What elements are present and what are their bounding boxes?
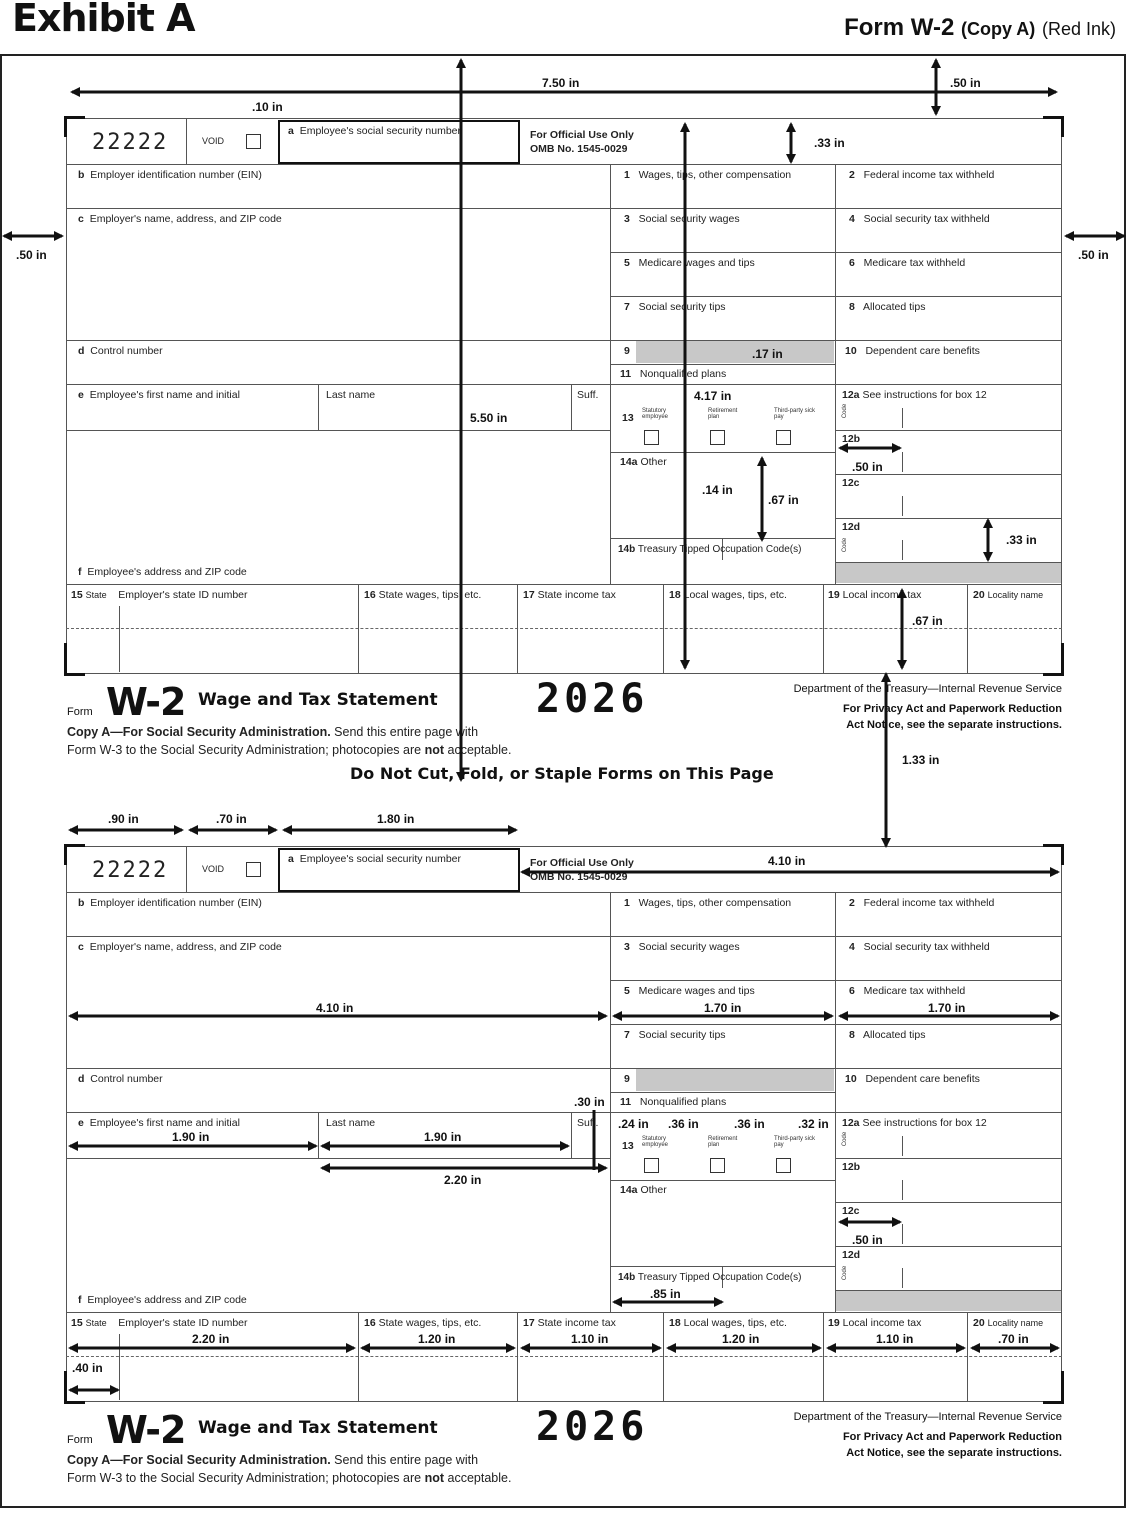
dim-17: .17 in: [752, 347, 783, 361]
line2a-2: Form W-3 to the Social Security Administration; photocopies are: [67, 1471, 425, 1485]
footer-dept: Department of the Treasury—Internal Revenue Service: [793, 683, 1062, 695]
box-9-num: 9: [624, 1073, 630, 1085]
box-e-letter: e: [78, 389, 84, 401]
footer-privacy-2b: Act Notice, see the separate instructions.: [846, 1447, 1062, 1459]
box-11-num: 11: [620, 1096, 632, 1108]
footer-privacy-1: For Privacy Act and Paperwork Reduction: [842, 703, 1062, 715]
footer-form-word: Form: [67, 706, 93, 718]
box-12b: 12b: [842, 433, 861, 445]
box-12b: 12b: [842, 1161, 861, 1173]
box-14b-label: Treasury Tipped Occupation Code(s): [637, 544, 802, 555]
box-d-label: Control number: [90, 345, 163, 357]
box-8-num: 8: [849, 301, 855, 313]
dim-410b: 4.10 in: [768, 854, 806, 868]
box-e-label: Employee's first name and initial: [89, 1117, 240, 1129]
dim-14: .14 in: [702, 483, 733, 497]
retirement-label: Retirement plan: [708, 408, 738, 420]
footer-form-word-2: Form: [67, 1434, 93, 1446]
box-20-label: Locality name: [987, 590, 1044, 600]
dim-30: .30 in: [574, 1095, 605, 1109]
box-10-num: 10: [845, 1073, 857, 1085]
footer-title: Wage and Tax Statement: [198, 690, 438, 710]
footer-w2-2: W-2: [106, 1408, 186, 1452]
footer-dept-2: Department of the Treasury—Internal Revenue Service: [793, 1411, 1062, 1423]
box-19-num: 19: [828, 589, 840, 601]
copy-a-bold-2: Copy A—For Social Security Administration.: [67, 1453, 331, 1467]
box-20-label: Locality name: [987, 1318, 1044, 1328]
box-10-label: Dependent care benefits: [865, 1073, 980, 1085]
box-5-label: Medicare wages and tips: [638, 985, 755, 997]
box-6-label: Medicare tax withheld: [863, 985, 966, 997]
box-e-letter: e: [78, 1117, 84, 1129]
box-14a-label: Other: [640, 1184, 667, 1196]
dim-133: 1.33 in: [902, 753, 940, 767]
dim-90: .90 in: [108, 812, 139, 826]
dim-67: .67 in: [768, 493, 799, 507]
omb-number: OMB No. 1545-0029: [530, 871, 628, 883]
box-5-label: Medicare wages and tips: [638, 257, 755, 269]
dim-33b: .33 in: [1006, 533, 1037, 547]
dim-50c: .50 in: [852, 1233, 883, 1247]
box-4-label: Social security tax withheld: [863, 213, 990, 225]
form-name: Form W-2: [844, 14, 955, 41]
footer-title-2: Wage and Tax Statement: [198, 1418, 438, 1438]
dim-67b: .67 in: [912, 614, 943, 628]
dim-top-50: .50 in: [950, 76, 981, 90]
dim-70: .70 in: [216, 812, 247, 826]
box-14a-num: 14a: [620, 1184, 638, 1196]
box-b-label: Employer identification number (EIN): [90, 897, 262, 909]
official-use: For Official Use Only: [530, 857, 634, 869]
dim-36b: .36 in: [734, 1117, 765, 1131]
dim-170a: 1.70 in: [704, 1001, 742, 1015]
line2b-2: not: [424, 1471, 445, 1485]
dim-750: 7.50 in: [542, 76, 580, 90]
dim-10: .10 in: [252, 100, 283, 114]
dim-33: .33 in: [814, 136, 845, 150]
box-11-label: Nonqualified plans: [639, 1096, 727, 1108]
box-4-label: Social security tax withheld: [863, 941, 990, 953]
box-16-label: State wages, tips, etc.: [378, 1317, 482, 1329]
last-name-label: Last name: [326, 1117, 376, 1129]
box-d-letter: d: [78, 1073, 85, 1085]
box-14a-num: 14a: [620, 456, 638, 468]
box-12a-label: See instructions for box 12: [862, 1117, 987, 1129]
dim-190b: 1.90 in: [424, 1130, 462, 1144]
box-10-num: 10: [845, 345, 857, 357]
dim-110a: 1.10 in: [571, 1332, 609, 1346]
exhibit-title: Exhibit A: [12, 0, 195, 40]
box-11-label: Nonqualified plans: [639, 368, 727, 380]
box-17-label: State income tax: [537, 1317, 616, 1329]
retirement-label: Retirement plan: [708, 1136, 738, 1148]
last-name-label: Last name: [326, 389, 376, 401]
box-c-letter: c: [78, 941, 84, 953]
box-1-label: Wages, tips, other compensation: [638, 897, 792, 909]
box-8-label: Allocated tips: [863, 301, 926, 313]
copy-label: (Copy A): [960, 19, 1036, 39]
dim-417: 4.17 in: [694, 389, 732, 403]
box-15-num: 15: [71, 1317, 83, 1329]
box-12a-num: 12a: [842, 1117, 860, 1129]
box-1-num: 1: [624, 169, 630, 181]
dim-120b: 1.20 in: [722, 1332, 760, 1346]
box-4-num: 4: [849, 941, 855, 953]
code-12a: Code: [842, 403, 849, 419]
box-12a-label: See instructions for box 12: [862, 389, 987, 401]
footer-privacy-2: Act Notice, see the separate instructions.: [846, 719, 1062, 731]
box-14a-label: Other: [640, 456, 667, 468]
box-12d: 12d: [842, 521, 861, 533]
box-13: 13: [622, 412, 634, 424]
official-use: For Official Use Only: [530, 129, 634, 141]
box-5-num: 5: [624, 985, 630, 997]
form-code: 22222: [92, 130, 169, 155]
box-16-label: State wages, tips, etc.: [378, 589, 482, 601]
dim-left-50: .50 in: [16, 248, 47, 262]
dim-32: .32 in: [798, 1117, 829, 1131]
void-label: VOID: [202, 136, 225, 146]
box-f-letter: f: [78, 566, 82, 578]
box-a-letter: a: [288, 853, 294, 865]
box-f-label: Employee's address and ZIP code: [87, 1294, 247, 1306]
dim-85: .85 in: [650, 1287, 681, 1301]
box-b-letter: b: [78, 897, 85, 909]
dim-220: 2.20 in: [444, 1173, 482, 1187]
box-b-letter: b: [78, 169, 85, 181]
box-8-label: Allocated tips: [863, 1029, 926, 1041]
box-a-letter: a: [288, 125, 294, 137]
box-19-label: Local income tax: [842, 589, 922, 601]
box-15-label: State: [85, 590, 107, 600]
code-12d: Code: [842, 1265, 849, 1281]
box-2-label: Federal income tax withheld: [863, 897, 995, 909]
box-14b-label: Treasury Tipped Occupation Code(s): [637, 1272, 802, 1283]
dim-190a: 1.90 in: [172, 1130, 210, 1144]
box-9-num: 9: [624, 345, 630, 357]
box-11-num: 11: [620, 368, 632, 380]
box-12c: 12c: [842, 477, 860, 489]
thirdparty-label: Third-party sick pay: [774, 1136, 816, 1148]
box-6-num: 6: [849, 257, 855, 269]
box-d-label: Control number: [90, 1073, 163, 1085]
box-8-num: 8: [849, 1029, 855, 1041]
copy-a-bold: Copy A—For Social Security Administration.: [67, 725, 331, 739]
box-a-label: Employee's social security number: [299, 853, 462, 865]
box-12d: 12d: [842, 1249, 861, 1261]
box-17-num: 17: [523, 589, 535, 601]
box-1-label: Wages, tips, other compensation: [638, 169, 792, 181]
box-7-label: Social security tips: [638, 301, 726, 313]
dim-180: 1.80 in: [377, 812, 415, 826]
dim-right-50: .50 in: [1078, 248, 1109, 262]
box-3-label: Social security wages: [638, 941, 740, 953]
box-19-label: Local income tax: [842, 1317, 922, 1329]
box-7-num: 7: [624, 301, 630, 313]
footer-year: 2026: [536, 676, 649, 722]
void-label: VOID: [202, 864, 225, 874]
box-a-label: Employee's social security number: [299, 125, 462, 137]
box-15-label: State: [85, 1318, 107, 1328]
statutory-label: Statutory employee: [642, 1136, 669, 1148]
ink-label: (Red Ink): [1041, 19, 1116, 39]
do-not-cut-notice: Do Not Cut, Fold, or Staple Forms on This Page: [350, 764, 774, 783]
box-2-num: 2: [849, 897, 855, 909]
dim-70b: .70 in: [998, 1332, 1029, 1346]
box-15-num: 15: [71, 589, 83, 601]
box-17-num: 17: [523, 1317, 535, 1329]
box-3-num: 3: [624, 213, 630, 225]
suffix-label: Suff.: [577, 1117, 599, 1129]
code-12a: Code: [842, 1131, 849, 1147]
box-14b-num: 14b: [618, 1272, 636, 1283]
box-16-num: 16: [364, 589, 376, 601]
footer-w2: W-2: [106, 680, 186, 724]
box-19-num: 19: [828, 1317, 840, 1329]
box-12c: 12c: [842, 1205, 860, 1217]
omb-number: OMB No. 1545-0029: [530, 143, 628, 155]
box-20-num: 20: [973, 589, 985, 601]
box-10-label: Dependent care benefits: [865, 345, 980, 357]
copy-a-rest: Send this entire page with: [330, 725, 479, 739]
dim-50b: .50 in: [852, 460, 883, 474]
box-14b-num: 14b: [618, 544, 636, 555]
box-c-label: Employer's name, address, and ZIP code: [89, 213, 282, 225]
dim-170b: 1.70 in: [928, 1001, 966, 1015]
box-2-label: Federal income tax withheld: [863, 169, 995, 181]
statutory-label: Statutory employee: [642, 408, 669, 420]
box-12a-num: 12a: [842, 389, 860, 401]
box-18-num: 18: [669, 589, 681, 601]
dim-120a: 1.20 in: [418, 1332, 456, 1346]
box-c-label: Employer's name, address, and ZIP code: [89, 941, 282, 953]
dim-24: .24 in: [618, 1117, 649, 1131]
box-d-letter: d: [78, 345, 85, 357]
box-e-label: Employee's first name and initial: [89, 389, 240, 401]
box-18-label: Local wages, tips, etc.: [683, 1317, 787, 1329]
box-5-num: 5: [624, 257, 630, 269]
dim-220b: 2.20 in: [192, 1332, 230, 1346]
box-7-label: Social security tips: [638, 1029, 726, 1041]
box-4-num: 4: [849, 213, 855, 225]
dim-36a: .36 in: [668, 1117, 699, 1131]
dim-410: 4.10 in: [316, 1001, 354, 1015]
footer-privacy-1b: For Privacy Act and Paperwork Reduction: [842, 1431, 1062, 1443]
box-17-label: State income tax: [537, 589, 616, 601]
box-18-num: 18: [669, 1317, 681, 1329]
box-18-label: Local wages, tips, etc.: [683, 589, 787, 601]
box-6-label: Medicare tax withheld: [863, 257, 966, 269]
line2c-2: acceptable.: [444, 1471, 512, 1485]
copy-a-rest-2: Send this entire page with: [330, 1453, 479, 1467]
box-c-letter: c: [78, 213, 84, 225]
box-13: 13: [622, 1140, 634, 1152]
line2b: not: [424, 743, 445, 757]
box-15-id-label: Employer's state ID number: [118, 1317, 248, 1329]
thirdparty-label: Third-party sick pay: [774, 408, 816, 420]
box-3-num: 3: [624, 941, 630, 953]
box-1-num: 1: [624, 897, 630, 909]
dim-550: 5.50 in: [470, 411, 508, 425]
line2c: acceptable.: [444, 743, 512, 757]
line2a: Form W-3 to the Social Security Administration; photocopies are: [67, 743, 425, 757]
code-12d: Code: [842, 537, 849, 553]
box-6-num: 6: [849, 985, 855, 997]
footer-year-2: 2026: [536, 1404, 649, 1450]
box-3-label: Social security wages: [638, 213, 740, 225]
box-7-num: 7: [624, 1029, 630, 1041]
box-2-num: 2: [849, 169, 855, 181]
box-f-letter: f: [78, 1294, 82, 1306]
dim-40: .40 in: [72, 1361, 103, 1375]
box-16-num: 16: [364, 1317, 376, 1329]
box-15-id-label: Employer's state ID number: [118, 589, 248, 601]
box-f-label: Employee's address and ZIP code: [87, 566, 247, 578]
box-b-label: Employer identification number (EIN): [90, 169, 262, 181]
box-20-num: 20: [973, 1317, 985, 1329]
form-code: 22222: [92, 858, 169, 883]
dim-110b: 1.10 in: [876, 1332, 914, 1346]
suffix-label: Suff.: [577, 389, 599, 401]
